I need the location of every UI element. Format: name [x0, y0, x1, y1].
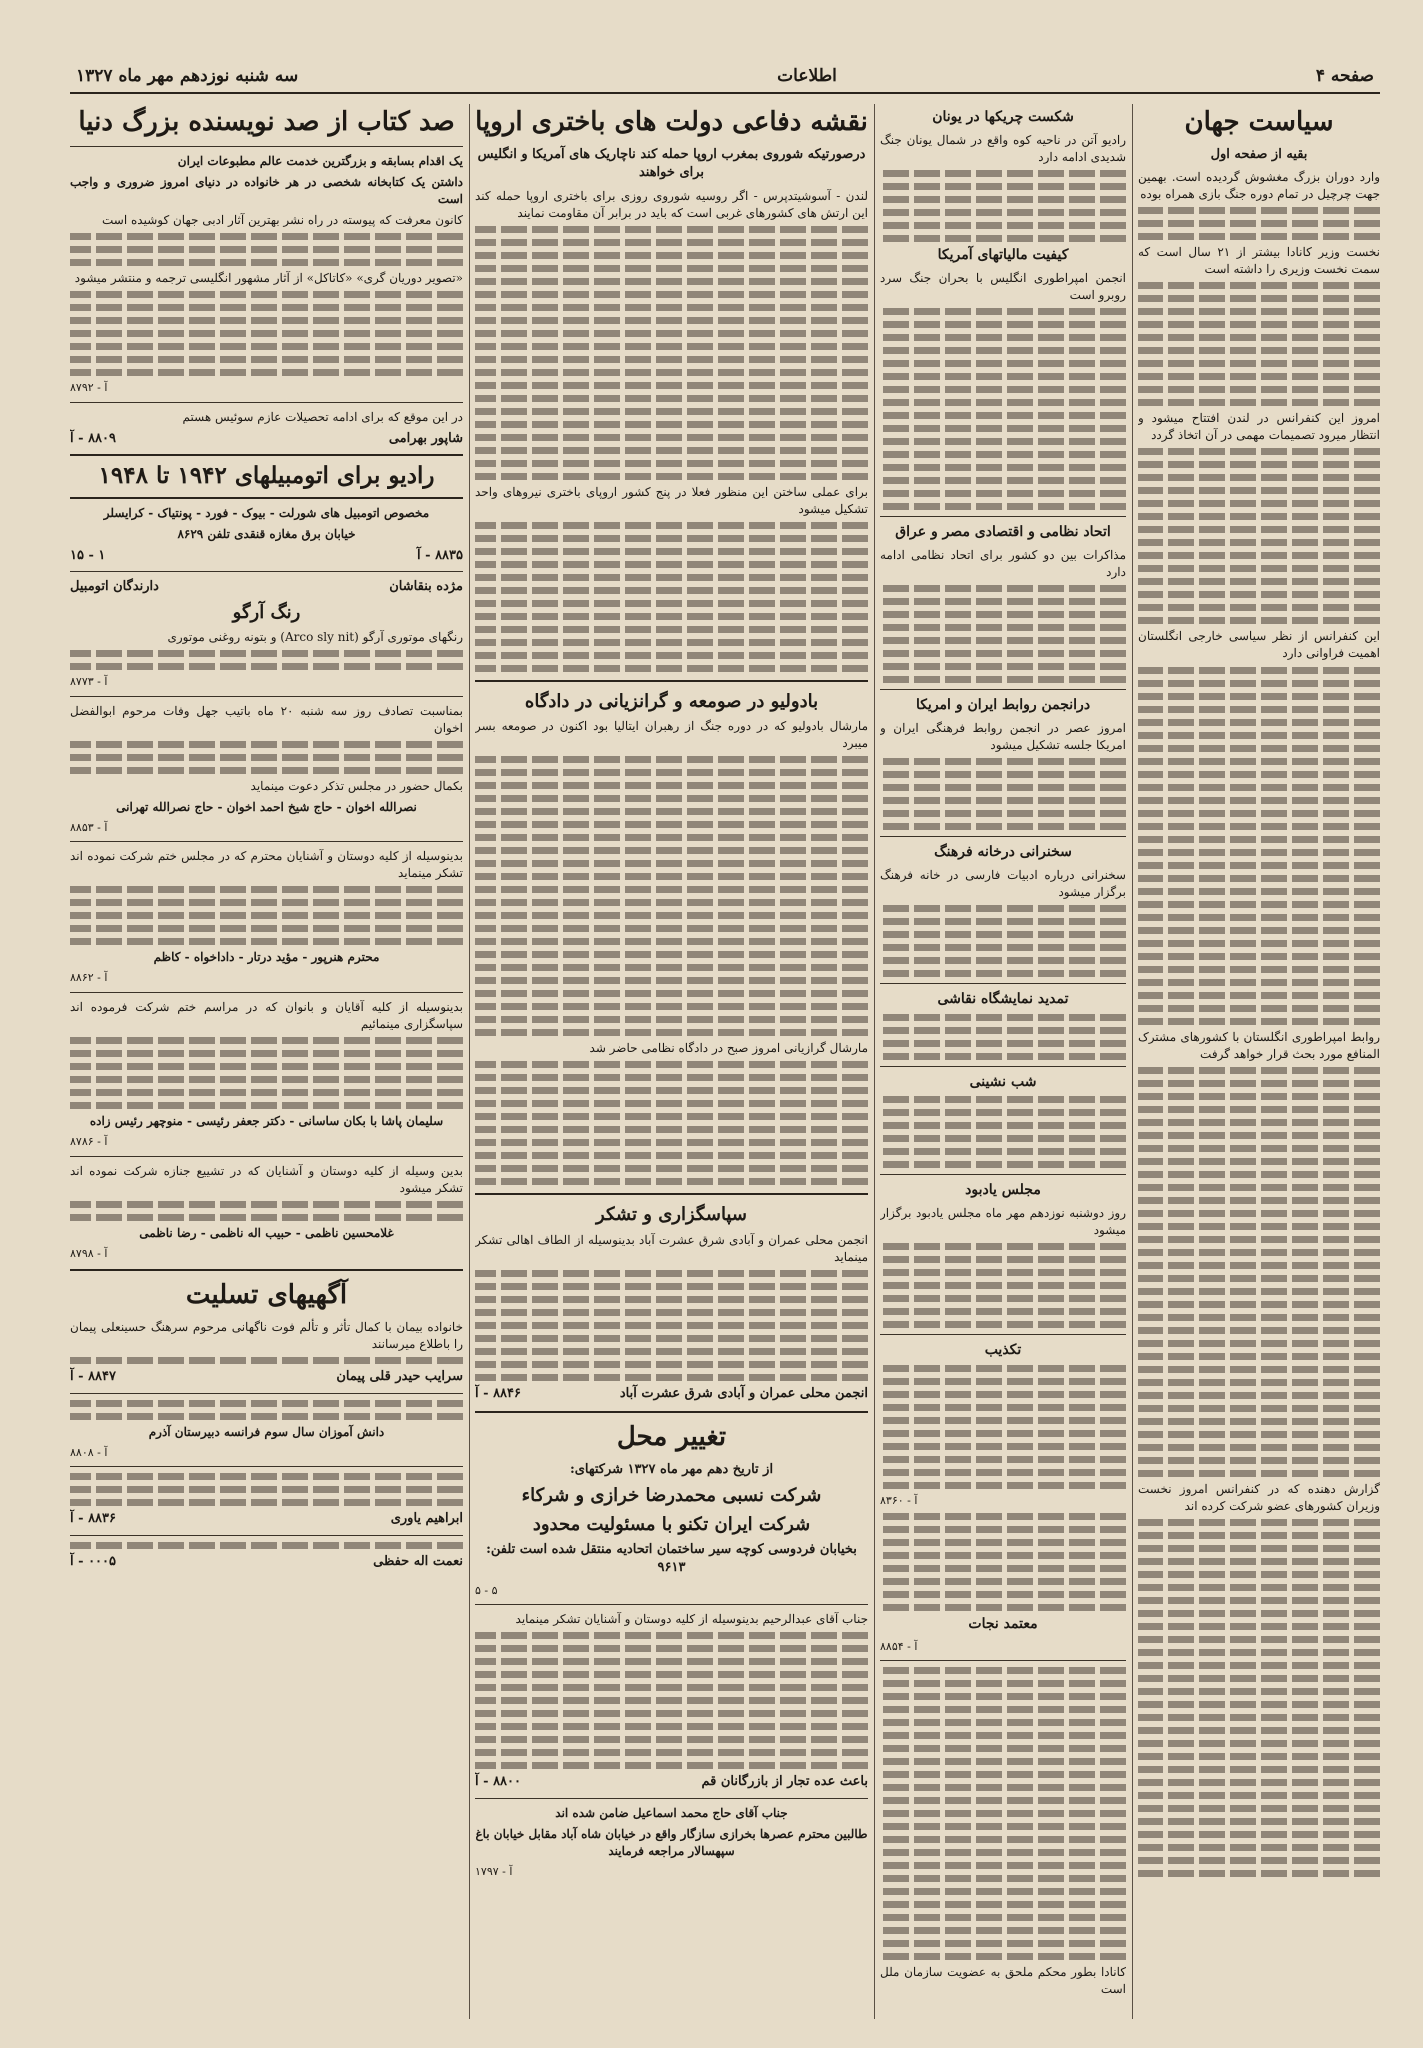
signature: معتمد نجات: [968, 1615, 1038, 1632]
news-paragraph: رادیو آتن در ناحیه کوه واقع در شمال یونان جنگ شدیدی ادامه دارد: [880, 132, 1126, 164]
ad-code: ۸۷۹۸ - آ: [70, 1246, 108, 1260]
masthead: [70, 60, 1380, 94]
news-paragraph: کانادا بطور محکم ملحق به عضویت سازمان ملل است: [880, 1965, 1126, 1997]
divider: [880, 983, 1126, 984]
text-lines: [70, 741, 463, 774]
news-title: شب نشینی: [969, 1073, 1037, 1090]
ad-banner: رادیو برای اتومبیلهای ۱۹۴۲ تا ۱۹۴۸: [70, 454, 463, 499]
text-lines: [70, 1037, 463, 1109]
divider: [70, 841, 463, 842]
divider: [70, 402, 463, 403]
news-title: درانجمن روابط ایران و امریکا: [915, 696, 1091, 713]
text-lines: [70, 650, 463, 670]
text-lines: [1138, 207, 1380, 240]
text-lines: [880, 1513, 1126, 1611]
news-title: تکذیب: [984, 1342, 1022, 1359]
article-paragraph: روابط امپراطوری انگلستان با کشورهای مشترک المنافع مورد بحث قرار خواهد گرفت: [1138, 1029, 1380, 1061]
company-address: بخیابان فردوسی کوچه سیر ساختمان اتحادیه منتقل شده است تلفن: ۹۶۱۳: [486, 1541, 857, 1576]
news-paragraph: انجمن امپراطوری انگلیس با بحران جنگ سرد روبرو است: [880, 270, 1126, 302]
ad-paragraph: خیابان برق مغازه قنقدی تلفن ۸۶۲۹: [177, 526, 356, 541]
news-paragraph: سخنرانی درباره ادبیات فارسی در خانه فرهنگ برگزار میشود: [880, 867, 1126, 899]
column-news-briefs: [880, 104, 1126, 2019]
ad-label: دارندگان اتومبیل: [70, 579, 159, 595]
news-title: کیفیت مالیاتهای آمریکا: [937, 246, 1069, 263]
column-rule: [469, 104, 470, 2019]
signature: محترم هنرپور - مؤید درتار - داداخواه - کاظم: [153, 950, 380, 965]
ad-code: ۸۸۶۲ - آ: [70, 971, 108, 985]
divider: [880, 1660, 1126, 1661]
ad-code: ۸۷۹۲ - آ: [70, 380, 108, 394]
signature: ابراهیم یاوری: [390, 1511, 463, 1527]
divider: [880, 689, 1126, 690]
ad-code: ۸۸۰۸ - آ: [70, 1445, 108, 1459]
news-title: سخنرانی درخانه فرهنگ: [934, 843, 1072, 860]
news-title: تمدید نمایشگاه نقاشی: [937, 990, 1069, 1007]
news-title: شکست چریکها در یونان: [932, 109, 1074, 125]
ad-paragraph: رنگهای موتوری آرگو (Arco sly nit) و بتونه روغنی موتوری: [167, 629, 463, 644]
text-lines: [1138, 667, 1380, 1025]
divider: [475, 1798, 868, 1799]
text-lines: [70, 886, 463, 945]
article-paragraph: مارشال بادولیو که در دوره جنگ از رهبران ایتالیا بود اکنون در صومعه بسر میبرد: [475, 719, 868, 751]
ad-footer: [70, 1368, 463, 1386]
ad-paragraph: بدینوسیله از کلیه آقایان و بانوان که در مراسم ختم شرکت فرموده اند سپاسگزاری مینمائیم: [70, 1000, 463, 1032]
text-lines: [475, 756, 868, 1036]
text-lines: [880, 1014, 1126, 1060]
divider: [475, 680, 868, 682]
ad-paragraph: در این موقع که برای ادامه تحصیلات عازم سوئیس هستم: [182, 409, 463, 424]
news-paragraph: روز دوشنبه نوزدهم مهر ماه مجلس یادبود برگزار میشود: [880, 1206, 1126, 1238]
text-lines: [880, 1667, 1126, 1960]
ad-footer: [70, 547, 463, 565]
ad-code: ۰۰۰۵ - آ: [70, 1553, 116, 1569]
notice-title: سپاسگزاری و تشکر: [596, 1204, 747, 1226]
text-lines: [475, 226, 868, 480]
divider: [70, 571, 463, 572]
ad-paragraph: مخصوص اتومبیل های شورلت - بیوک - فورد - پونتیاک - کرایسلر: [103, 505, 430, 520]
text-lines: [70, 1542, 463, 1549]
ad-code: ۸۸۵۴ - آ: [880, 1639, 918, 1653]
divider: [475, 1604, 868, 1605]
text-lines: [880, 1365, 1126, 1489]
divider: [70, 1466, 463, 1467]
article-paragraph: برای عملی ساختن این منظور فعلا در پنج کشور اروپای باختری نیروهای واحد تشکیل میشود: [475, 484, 868, 516]
text-lines: [1138, 448, 1380, 624]
signature: شاپور بهرامی: [388, 430, 463, 446]
article-paragraph: لندن - آسوشیتدپرس - اگر روسیه شوروی روزی برای باختری اروپا حمله کند این ارتش های کشورهای غربی است که باید در برابر آن مقاومت نمایند: [475, 188, 868, 220]
notice-footer: [475, 1385, 868, 1403]
column-rule: [1132, 104, 1133, 2019]
divider: [475, 1411, 868, 1413]
ad-label: مژده بنقاشان: [389, 579, 463, 595]
divider: [70, 1156, 463, 1157]
text-lines: [70, 1473, 463, 1506]
ad-title: صد کتاب از صد نویسنده بزرگ دنیا: [78, 107, 455, 137]
news-title: اتحاد نظامی و اقتصادی مصر و عراق: [895, 523, 1111, 540]
text-lines: [880, 905, 1126, 977]
ad-paragraph: خانواده بیمان با کمال تأثر و تألم فوت ناگهانی مرحوم سرهنگ حسینعلی پیمان را باطلاع میرسانند: [70, 1320, 463, 1352]
text-lines: [475, 522, 868, 672]
column-rule: [874, 104, 875, 2019]
notice-line: از تاریخ دهم مهر ماه ۱۳۲۷ شرکتهای:: [569, 1461, 774, 1477]
ad-code: ۸۳۶۰ - آ: [880, 1494, 918, 1508]
notice-footer: [475, 1773, 868, 1791]
ad-code: ۸۸۴۶ - آ: [475, 1385, 521, 1401]
ad-paragraph: «تصویر دوریان گری» «کاتاکل» از آثار مشهور انگلیسی ترجمه و منتشر میشود: [74, 270, 463, 285]
ad-footer: [70, 430, 463, 448]
text-lines: [880, 1243, 1126, 1328]
text-lines: [880, 1096, 1126, 1168]
divider: [70, 1269, 463, 1271]
article-title: بادوليو در صومعه و گرانزيانی در دادگاه: [524, 690, 819, 712]
column-defense-plan: [475, 104, 868, 2019]
text-lines: [70, 1201, 463, 1221]
newspaper-page: [70, 60, 1380, 2025]
ad-footer: [70, 1510, 463, 1528]
signature: دانش آموزان سال سوم فرانسه دبیرستان آذرم: [148, 1424, 385, 1439]
news-title: مجلس یادبود: [965, 1182, 1041, 1199]
notice-paragraph: طالبین محترم عصرها بخرازی سازگار واقع در خیابان شاه آباد مقابل خیابان باغ سپهسالار مراجعه فرمایند: [475, 1826, 868, 1858]
text-lines: [1138, 282, 1380, 406]
ad-header-pair: [70, 578, 463, 596]
text-lines: [880, 758, 1126, 830]
notice-paragraph: جناب آقای حاج محمد اسماعیل ضامن شده اند: [555, 1805, 788, 1820]
ad-paragraph: بمناسبت تصادف روز سه شنبه ۲۰ ماه باتیب جهل وفات مرحوم ابوالفضل اخوان: [70, 703, 463, 735]
text-lines: [70, 233, 463, 266]
page-number: صفحه ۴: [1315, 66, 1374, 86]
signature: نصرالله اخوان - حاج شیخ احمد اخوان - حاج نصرالله تهرانی: [116, 799, 417, 814]
divider: [70, 1393, 463, 1394]
text-lines: [475, 1270, 868, 1381]
text-lines: [70, 291, 463, 376]
ad-footer: [70, 1553, 463, 1571]
ad-paragraph: داشتن یک کتابخانه شخصی در هر خانواده در دنیای امروز ضروری و واجب است: [70, 174, 463, 206]
notice-paragraph: جناب آقای عبدالرحیم بدینوسیله از کلیه دوستان و آشنایان تشکر مینماید: [515, 1612, 868, 1627]
ad-code: ۱ - ۱۵: [70, 547, 106, 563]
signature: باعث عده تجار از بازرگانان قم: [701, 1774, 868, 1790]
column-advertisements: [70, 104, 463, 2019]
article-paragraph: نخست وزیر کانادا بیشتر از ۲۱ سال است که سمت نخست وزیری را داشته است: [1138, 245, 1380, 277]
column-world-politics: [1138, 104, 1380, 2019]
text-lines: [880, 585, 1126, 683]
divider: [70, 696, 463, 697]
news-paragraph: مذاکرات بین دو کشور برای اتحاد نظامی ادامه دارد: [880, 547, 1126, 579]
newspaper-name: اطلاعات: [777, 66, 837, 86]
company-name: شرکت ایران تکنو با مسئولیت محدود: [532, 1513, 811, 1535]
article-paragraph: وارد دوران بزرگ مغشوش گردیده است. بهمین جهت چرچیل در تمام دوره جنگ بازی همراه بوده: [1138, 170, 1380, 202]
divider: [70, 1535, 463, 1536]
article-paragraph: امروز این کنفرانس در لندن افتتاح میشود و انتظار میرود تصمیمات مهمی در آن اتخاذ گردد: [1138, 411, 1380, 443]
issue-date: سه شنبه نوزدهم مهر ماه ۱۳۲۷: [76, 66, 299, 86]
ad-paragraph: بکمال حضور در مجلس تذکر دعوت مینماید: [250, 778, 463, 793]
article-paragraph: گزارش دهنده که در کنفرانس امروز نخست وزیران کشورهای عضو شرکت کرده اند: [1138, 1481, 1380, 1513]
news-paragraph: امروز عصر در انجمن روابط فرهنگی ایران و امریکا جلسه تشکیل میشود: [880, 720, 1126, 752]
ad-code: ۸۸۳۵ - آ: [417, 547, 463, 563]
text-lines: [880, 308, 1126, 510]
text-lines: [880, 170, 1126, 242]
ad-code: ۸۸۴۷ - آ: [70, 1369, 116, 1385]
divider: [880, 1066, 1126, 1067]
ad-paragraph: کانون معرفت که پیوسته در راه نشر بهترین آثار ادبی جهان کوشیده است: [102, 212, 463, 227]
article-paragraph: این کنفرانس از نظر سیاسی خارجی انگلستان اهمیت فراوانی دارد: [1138, 629, 1380, 661]
text-lines: [1138, 1067, 1380, 1477]
divider: [70, 146, 463, 147]
ad-code: ۵ - ۵: [475, 1583, 498, 1597]
divider: [880, 836, 1126, 837]
ad-code: ۸۸۳۶ - آ: [70, 1511, 116, 1527]
text-lines: [475, 1061, 868, 1185]
notice-title: تغییر محل: [616, 1422, 727, 1453]
signature: غلامحسین ناظمی - حبیب اله ناظمی - رضا ناظمی: [139, 1225, 394, 1240]
divider: [880, 516, 1126, 517]
signature: سرایب حیدر قلی پیمان: [336, 1369, 463, 1385]
signature: نعمت اله حفظی: [373, 1553, 463, 1569]
ad-code: ۸۷۷۳ - آ: [70, 675, 108, 688]
article-paragraph: مارشال گرازیانی امروز صبح در دادگاه نظامی حاضر شد: [589, 1041, 868, 1056]
signature: سلیمان پاشا با بکان ساسانی - دکتر جعفر رئیسی - منوچهر رئیس زاده: [89, 1114, 444, 1129]
ad-code: ۱۷۹۷ - آ: [475, 1864, 513, 1878]
article-subtitle: درصورتیکه شوروی بمغرب اروپا حمله کند ناچاریک های آمریکا و انگلیس برای خواهند: [477, 146, 866, 181]
article-title: نقشه دفاعی دولت های باختری اروپا: [475, 107, 868, 137]
text-lines: [70, 1400, 463, 1420]
ad-paragraph: بدین وسیله از کلیه دوستان و آشنایان که در تشییع جنازه شرکت نموده اند تشکر میشود: [70, 1163, 463, 1195]
text-lines: [70, 1357, 463, 1364]
divider: [880, 1334, 1126, 1335]
ad-paragraph: یک اقدام بسابقه و بزرگترین خدمت عالم مطبوعات ایران: [177, 153, 463, 168]
text-lines: [1138, 1519, 1380, 1877]
divider: [475, 1193, 868, 1195]
company-name: شرکت نسبی محمدرضا خرازی و شرکاء: [521, 1485, 822, 1507]
ad-code: ۸۷۸۶ - آ: [70, 1135, 108, 1149]
article-title: سیاست جهان: [1184, 107, 1334, 137]
ad-title: رنگ آرگو: [232, 601, 301, 623]
text-lines: [475, 1632, 868, 1769]
ad-paragraph: بدینوسیله از کلیه دوستان و آشنایان محترم که در مجلس ختم شرکت نموده اند تشکر مینماید: [70, 849, 463, 881]
notice-paragraph: انجمن محلی عمران و آبادی شرق عشرت آباد بدینوسیله از الطاف اهالی تشکر مینماید: [475, 1232, 868, 1264]
signature: انجمن محلی عمران و آبادی شرق عشرت آباد: [619, 1385, 868, 1401]
divider: [880, 1174, 1126, 1175]
ad-code: ۸۸۰۹ - آ: [70, 430, 116, 446]
divider: [70, 992, 463, 993]
article-subtitle: بقیه از صفحه اول: [1210, 146, 1308, 162]
ad-code: ۸۸۰۰ - آ: [475, 1774, 521, 1790]
ad-code: ۸۸۵۳ - آ: [70, 820, 108, 834]
section-title: آگهیهای تسلیت: [185, 1280, 348, 1311]
